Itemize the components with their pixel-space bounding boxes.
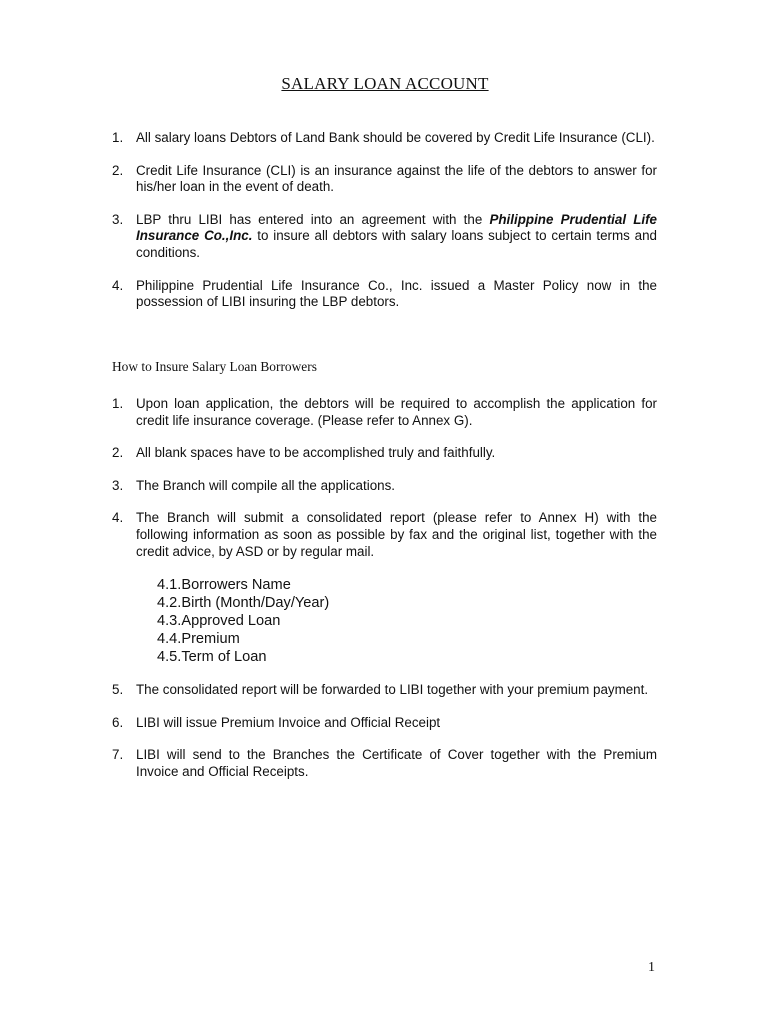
item-number: 5. [112,682,124,697]
item-text: LIBI will issue Premium Invoice and Official Receipt [136,714,441,730]
item-text: Upon loan application, the debtors will be required to accomplish the application for credit life insurance coverage. (Please refer to Annex G). [136,396,657,428]
item-text: The Branch will submit a consolidated report (please refer to Annex H) with the following information as soon as possible by fax and the original list, together with the credit advice, by ASD or by regular mail. [136,510,657,559]
list-item [112,163,657,196]
list-item [112,510,657,560]
list-item [112,130,657,147]
item-text: Credit Life Insurance (CLI) is an insurance against the life of the debtors to answer for his/her loan in the event of death. [136,162,657,195]
item-number: 3. [112,211,124,227]
list-item [112,278,657,311]
list-item [112,715,657,732]
insurer-name: Philippine Prudential Life Insurance Co.,Inc. [136,211,658,244]
item-number: 4. [112,277,124,293]
item-number: 4. [112,510,124,526]
list-item [112,478,657,495]
list-item [112,682,657,699]
intro-list [112,130,657,311]
item-number: 6. [112,714,124,730]
item-text: The Branch will compile all the applications. [136,477,396,493]
sublist-item: 4.5.Term of Loan [157,649,267,665]
item-text-after: to insure all debtors with salary loans subject to certain terms and conditions. [136,228,657,260]
sublist-item: 4.3.Approved Loan [157,613,281,629]
info-sublist [157,576,329,666]
list-item [112,212,657,262]
sublist-item: 4.1.Borrowers Name [157,577,291,593]
sublist-item: 4.4.Premium [157,631,240,647]
item-number: 3. [112,477,124,493]
item-number: 1. [112,396,124,411]
sublist-item: 4.2.Birth (Month/Day/Year) [157,595,330,611]
item-number: 1. [112,130,124,145]
item-text: The consolidated report will be forwarded to LIBI together with your premium payment. [136,682,649,697]
list-item [112,445,657,462]
steps-list [112,396,657,560]
item-number: 2. [112,445,124,461]
item-text: All salary loans Debtors of Land Bank should be covered by Credit Life Insurance (CLI). [136,130,655,145]
item-text: All blank spaces have to be accomplished truly and faithfully. [136,445,496,461]
item-number: 2. [112,162,124,178]
item-number: 7. [112,747,124,763]
list-item [112,396,657,429]
page-number: 1 [648,960,655,975]
item-text: LIBI will send to the Branches the Certificate of Cover together with the Premium Invoice and Official Receipts. [136,747,657,779]
item-text: Philippine Prudential Life Insurance Co., Inc. issued a Master Policy now in the possession of LIBI insuring the LBP debtors. [136,277,657,310]
list-item [112,747,657,780]
document-title: SALARY LOAN ACCOUNT [281,74,489,93]
section-heading: How to Insure Salary Loan Borrowers [112,359,317,374]
steps-list-continued [112,682,657,780]
item-text-before: LBP thru LIBI has entered into an agreement with the [136,211,490,227]
